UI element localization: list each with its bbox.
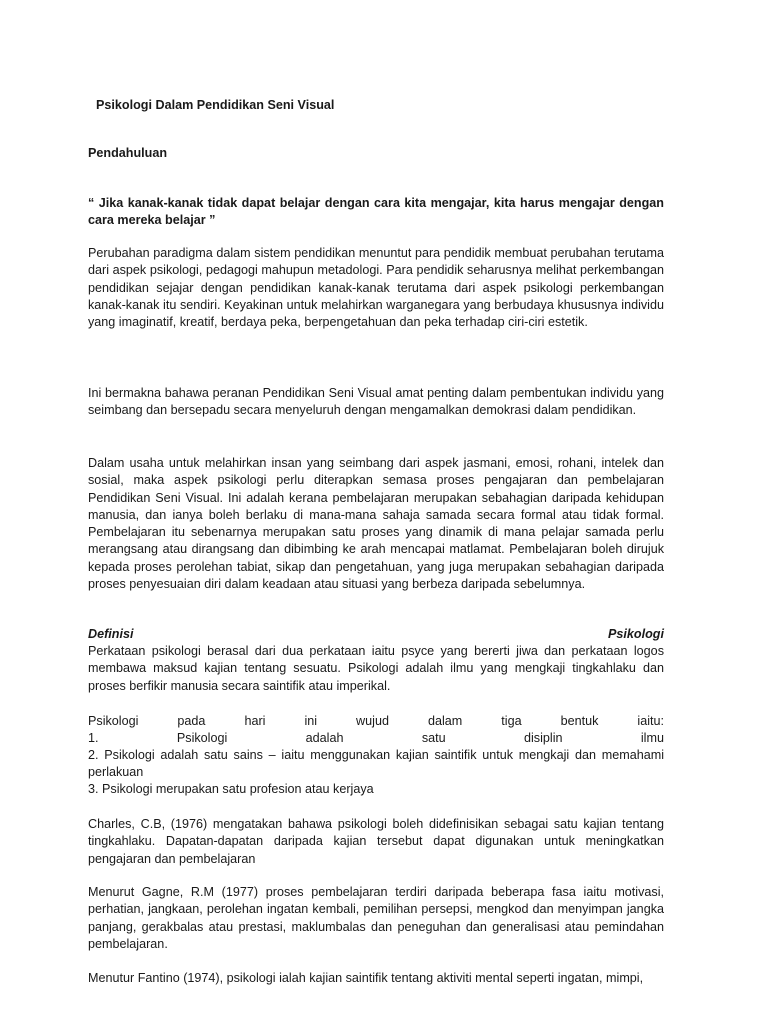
section-heading-pendahuluan: Pendahuluan bbox=[88, 146, 168, 160]
list-item-1-word: satu bbox=[421, 731, 446, 745]
list-intro-word: dalam bbox=[427, 714, 463, 728]
list-intro-word: hari bbox=[244, 714, 266, 728]
list-intro-word: iaitu: bbox=[637, 714, 664, 728]
opening-quote: “ Jika kanak-kanak tidak dapat belajar dengan cara kita mengajar, kita harus mengajar dengan cara mereka belajar ” bbox=[88, 196, 664, 228]
list-intro-word: bentuk bbox=[560, 714, 599, 728]
paragraph-3: Dalam usaha untuk melahirkan insan yang seimbang dari aspek jasmani, emosi, rohani, intelek dan sosial, maka aspek psikologi perlu diterapkan semasa proses pengajaran dan pembelajaran Pendidikan Seni Visual. Ini adalah kerana pembelajaran merupakan sebahagian daripada kehidupan manusia, dan ianya boleh berlaku di mana-mana sahaja samada secara formal atau tidak formal. Pembelajaran itu sebenarnya merupakan satu proses yang dinamik di mana pelajar samada perlu merangsang atau dirangsang dan dibimbing ke arah mencapai matlamat. Pembelajaran boleh dirujuk kepada proses perolehan tabiat, sikap dan pengetahuan, yang juga merupakan sebahagian daripada proses penyesuaian diri dalam keadaan atau situasi yang berbeza daripada sebelumnya. bbox=[88, 456, 664, 592]
list-item-1 bbox=[88, 730, 664, 747]
list-intro-word: tiga bbox=[501, 714, 522, 728]
list-intro-word: Psikologi bbox=[88, 714, 139, 728]
list-item-1-word: Psikologi bbox=[176, 731, 228, 745]
paragraph-fantino: Menutur Fantino (1974), psikologi ialah kajian saintifik tentang aktiviti mental seperti ingatan, mimpi, bbox=[88, 971, 644, 985]
list-item-1-word: adalah bbox=[305, 731, 344, 745]
definition-heading-left: Definisi bbox=[88, 627, 134, 641]
definition-heading-right: Psikologi bbox=[608, 627, 664, 641]
list-item-1-word: 1. bbox=[88, 731, 99, 745]
list-intro-word: ini bbox=[304, 714, 318, 728]
paragraph-charles: Charles, C.B, (1976) mengatakan bahawa psikologi boleh didefinisikan sebagai satu kajian tentang tingkahlaku. Dapatan-dapatan daripada kajian tersebut dapat digunakan untuk meningkatkan pengajaran dan pembelajaran bbox=[88, 817, 664, 866]
list-intro-word: pada bbox=[177, 714, 206, 728]
definition-paragraph: Perkataan psikologi berasal dari dua perkataan iaitu psyce yang bererti jiwa dan perkataan logos membawa maksud kajian tentang sesuatu. Psikologi adalah ilmu yang mengkaji tingkahlaku dan proses berfikir manusia secara saintifik atau imperikal. bbox=[88, 644, 664, 693]
list-item-1-word: disiplin bbox=[524, 731, 563, 745]
list-intro-word: wujud bbox=[356, 714, 389, 728]
paragraph-gagne: Menurut Gagne, R.M (1977) proses pembelajaran terdiri daripada beberapa fasa iaitu motivasi, perhatian, jangkaan, perolehan ingatan kembali, pemilihan persepsi, mengkod dan menyimpan jangka panjang, gerakbalas atau prestasi, maklumbalas dan peneguhan dan generalisasi atau pemindahan pembelajaran. bbox=[88, 885, 664, 951]
list-item-1-word: ilmu bbox=[640, 731, 664, 745]
list-intro bbox=[88, 713, 664, 730]
list-item-2: 2. Psikologi adalah satu sains – iaitu menggunakan kajian saintifik untuk mengkaji dan memahami perlakuan bbox=[88, 748, 664, 780]
paragraph-1: Perubahan paradigma dalam sistem pendidikan menuntut para pendidik membuat perubahan terutama dari aspek psikologi, pedagogi mahupun metadologi. Para pendidik seharusnya melihat perkembangan pendidikan sejajar dengan pendidikan kanak-kanak terutama dari aspek psikologi perkembangan kanak-kanak itu sendiri. Keyakinan untuk melahirkan warganegara yang berbudaya khususnya individu yang imaginatif, kreatif, berdaya peka, berpengetahuan dan peka terhadap ciri-ciri estetik. bbox=[88, 246, 664, 330]
list-item-3: 3. Psikologi merupakan satu profesion atau kerjaya bbox=[88, 782, 374, 796]
document-title: Psikologi Dalam Pendidikan Seni Visual bbox=[96, 98, 335, 112]
definition-heading bbox=[88, 626, 664, 643]
paragraph-2: Ini bermakna bahawa peranan Pendidikan Seni Visual amat penting dalam pembentukan individu yang seimbang dan bersepadu secara menyeluruh dengan mengamalkan demokrasi dalam pendidikan. bbox=[88, 386, 664, 418]
